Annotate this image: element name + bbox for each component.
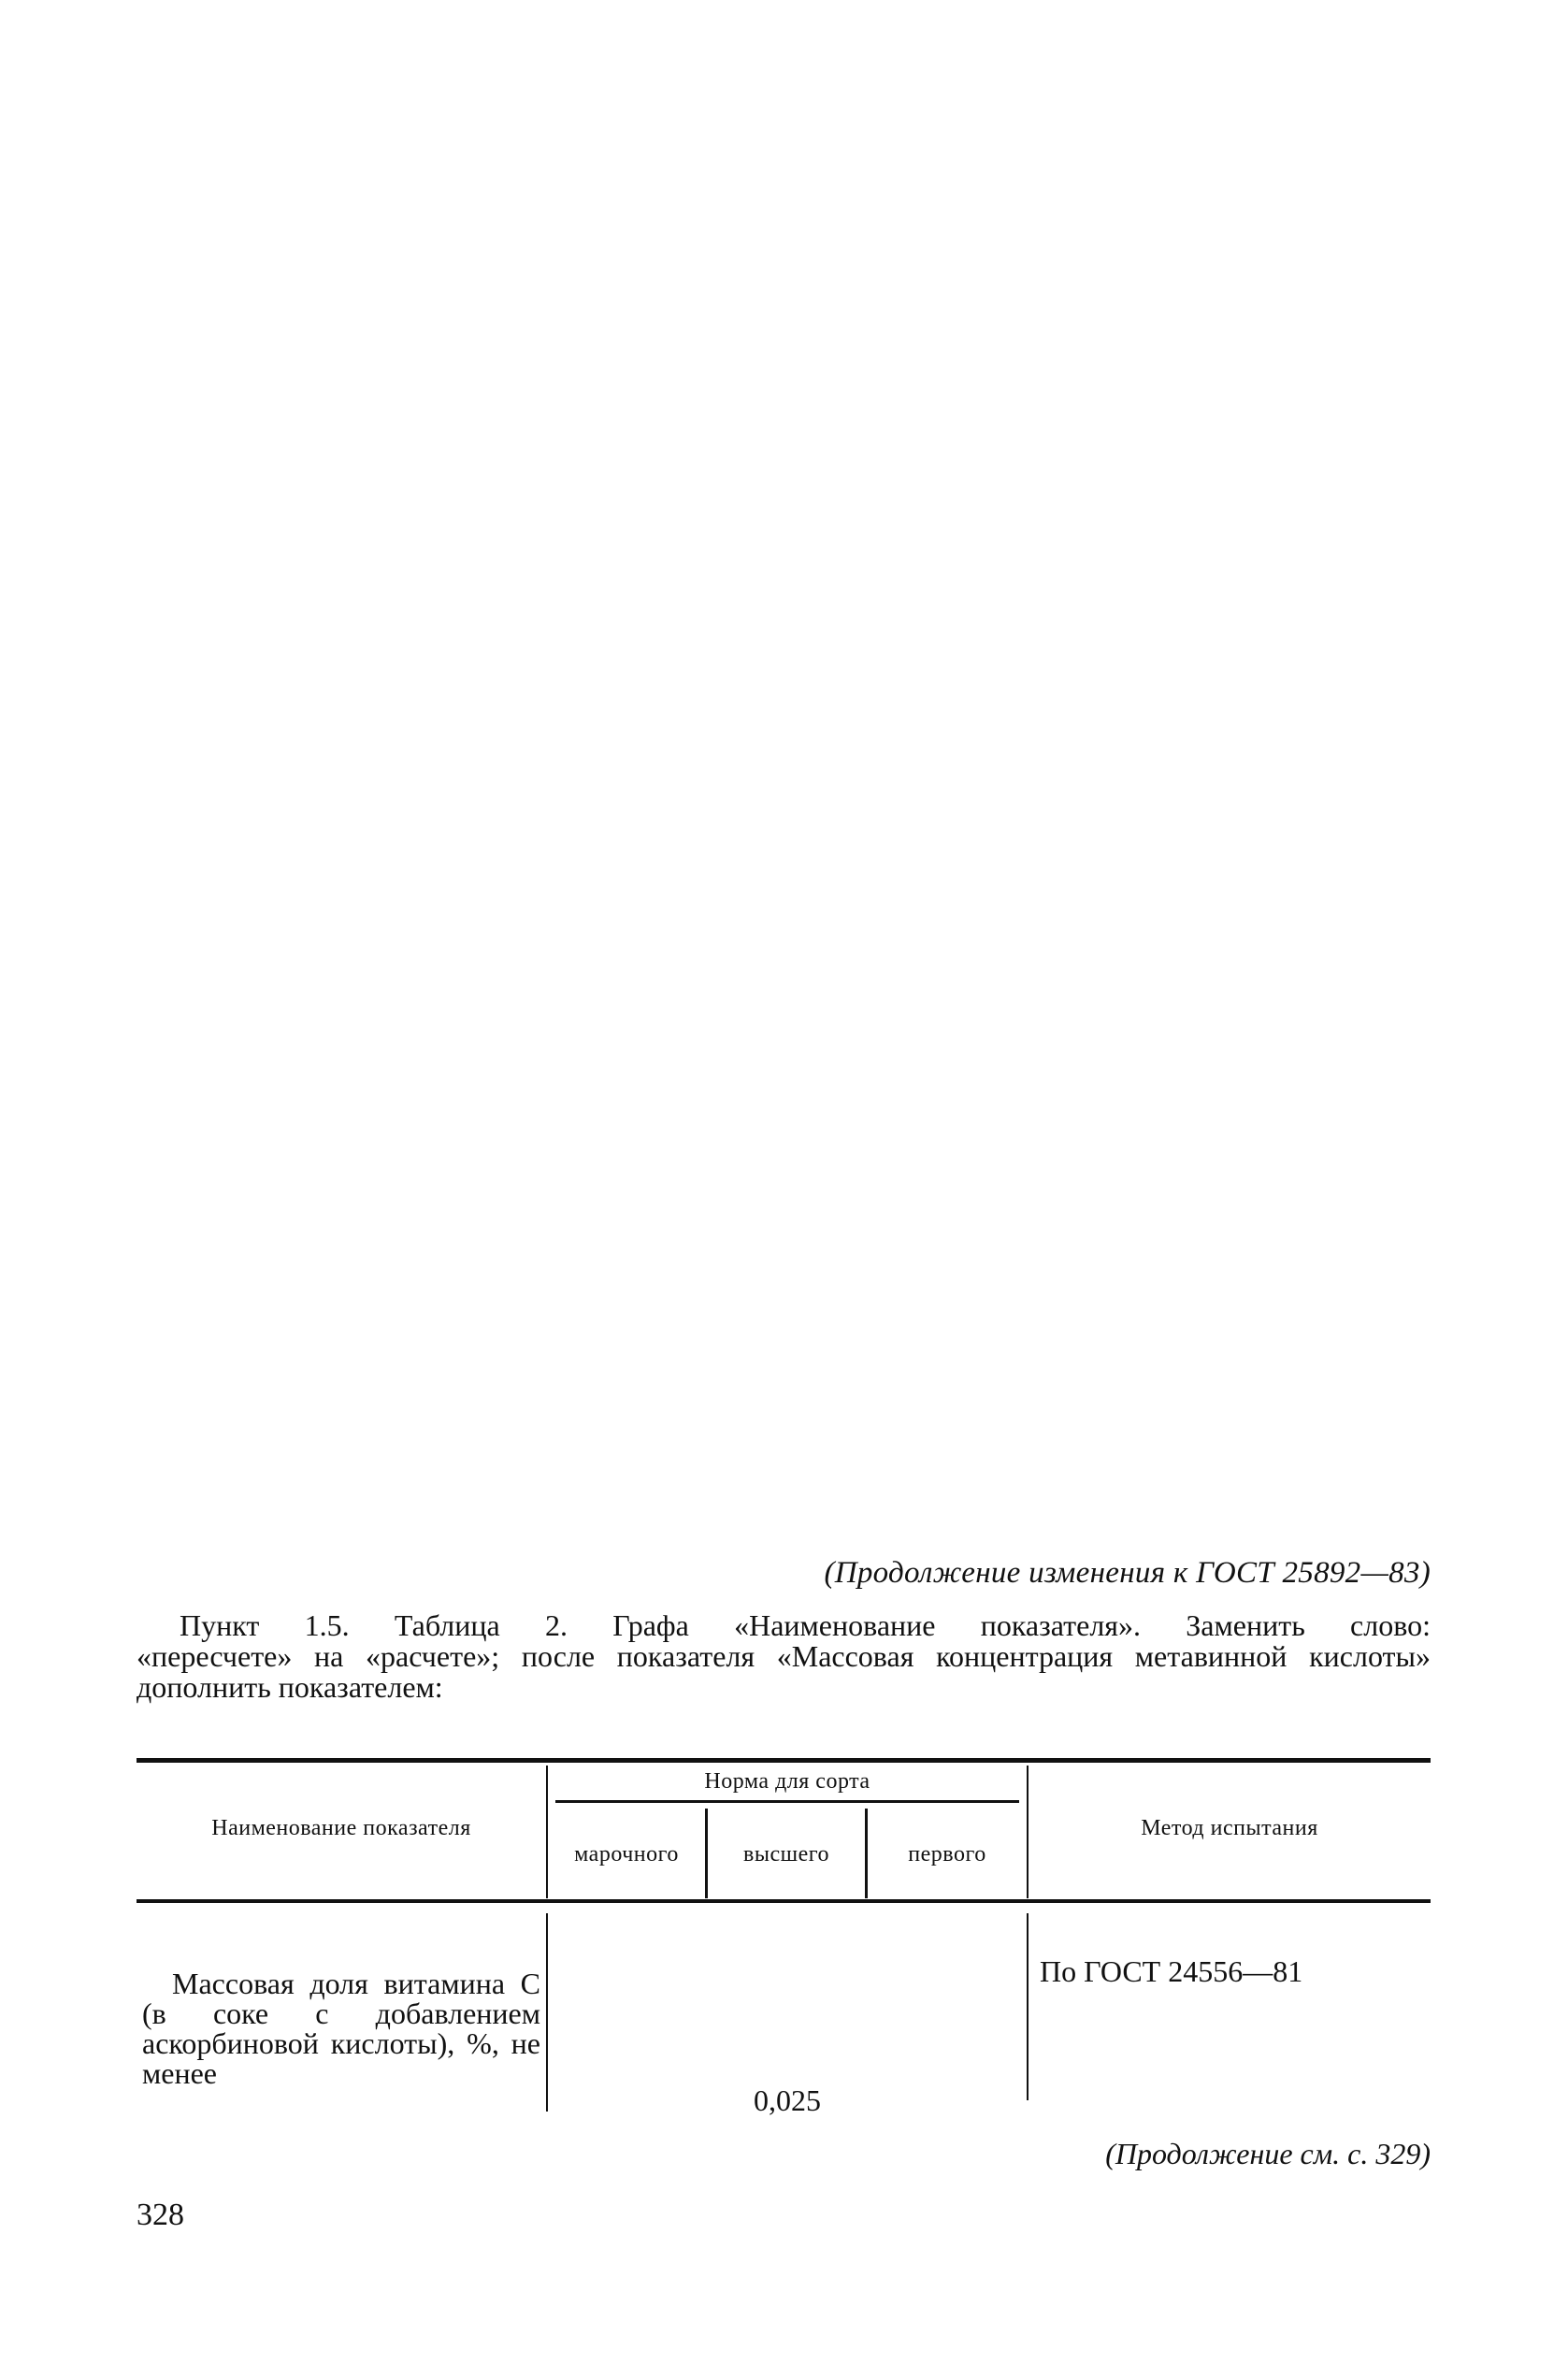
- header-grade-pervy: первого: [908, 1842, 986, 1867]
- body-divider-name-norm: [546, 1913, 548, 2112]
- table-top-rule: [137, 1758, 1431, 1763]
- table-header-rule: [137, 1899, 1431, 1903]
- indicator-name: Массовая доля витамина С (в соке с добавлением аскорбиновой кислоты), %, не менее: [142, 1967, 540, 2090]
- table-row-name: [142, 1968, 540, 2088]
- header-grade-marochny: марочного: [574, 1842, 679, 1867]
- header-norm-group: Норма для сорта: [704, 1769, 870, 1794]
- body-divider-norm-method: [1027, 1913, 1029, 2100]
- paragraph-rest: «пересчете» на «расчете»; после показателя «Массовая концентрация метавинной кислоты» дополнить показателем:: [137, 1639, 1431, 1704]
- amendment-paragraph: [137, 1610, 1431, 1703]
- running-head: (Продолжение изменения к ГОСТ 25892—83): [824, 1556, 1431, 1590]
- norm-subheader-rule: [555, 1800, 1019, 1803]
- paragraph-line-1: Пункт 1.5. Таблица 2. Графа «Наименование показателя». Заменить слово:: [180, 1608, 1431, 1642]
- continued-note: (Продолжение см. с. 329): [1105, 2137, 1431, 2170]
- header-name: Наименование показателя: [211, 1816, 471, 1840]
- page-number: 328: [137, 2198, 184, 2232]
- table-row-norm: 0,025: [754, 2083, 821, 2117]
- header-grade-vysshy: высшего: [743, 1842, 829, 1867]
- header-method: Метод испытания: [1141, 1816, 1318, 1840]
- table-row-method: По ГОСТ 24556—81: [1040, 1954, 1303, 1988]
